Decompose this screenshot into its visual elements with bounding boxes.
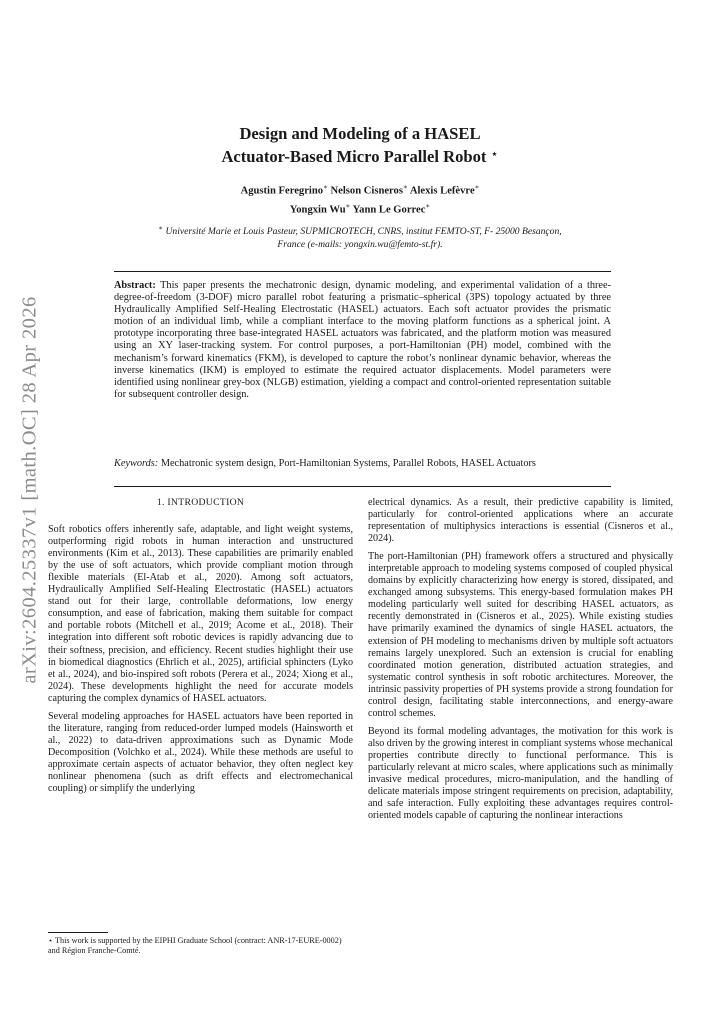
authors-line-2 [110,199,610,218]
author-mark: ∗ [425,201,431,210]
left-column [48,497,353,801]
keywords-text: Mechatronic system design, Port-Hamiltonian Systems, Parallel Robots, HASEL Actuators [160,458,536,469]
author-list [110,180,610,217]
abstract-top-rule [114,271,611,272]
title-line-2-text: Actuator-Based Micro Parallel Robot [221,147,487,166]
affiliation-mark: ∗ [158,224,164,232]
keywords [114,458,611,470]
right-column [368,497,673,828]
footnote-text: This work is supported by the EIPHI Graduate School (contract: ANR-17-EURE-0002) and Région Franche-Comté. [48,936,342,956]
abstract [114,280,611,401]
abstract-label: Abstract: [114,280,156,291]
footnote [48,936,353,957]
body-paragraph: Soft robotics offers inherently safe, adaptable, and light weight systems, outperforming rigid robots in human interaction and unstructured environments (Kim et al., 2013). These capabilities are primarily enabled by the use of soft actuators, which provide compliant motion through flexible materials (El-Atab et al., 2020). Among soft actuators, Hydraulically Amplified Self-Healing Electrostatic (HASEL) actuators stand out for their large, controllable deformations, low energy consumption, and ease of fabrication, making them suitable for compact and portable robots (Mitchell et al., 2019; Acome et al., 2018). Their integration into different soft robotic devices is rapidly advancing due to their softness, precision, and efficiency. Recent studies highlight their use in biomedical diagnostics (Ehrlich et al., 2025), artificial sphincters (Lyko et al., 2024), and bio-inspired soft robots (Perera et al., 2024; Xiong et al., 2024). These developments highlight the need for accurate models capturing the complex dynamics of HASEL actuators. [48,524,353,704]
affiliation-text: Université Marie et Louis Pasteur, SUPMICROTECH, CNRS, institut FEMTO-ST, F- 25000 Besançon, France (e-mails: yongxin.wu@femto-st.fr). [165,226,562,250]
title-line-2 [110,144,610,167]
keywords-label: Keywords: [114,458,159,469]
abstract-text: This paper presents the mechatronic design, dynamic modeling, and experimental validation of a three-degree-of-freedom (3-DOF) micro parallel robot featuring a prismatic–spherical (3PS) topology actuated by three Hydraulically Amplified Self-Healing Electrostatic (HASEL) actuators. Each soft actuator provides the prismatic motion of an individual limb, while a compliant interface to the moving platform functions as a spherical joint. A prototype incorporating three base-integrated HASEL actuators was fabricated, and the platform motion was measured using an XY laser-tracking system. For control purposes, a port-Hamiltonian (PH) model, combined with the mechanism’s forward kinematics (FKM), is developed to capture the robot’s nonlinear dynamic behavior, whereas the inverse kinematics (IKM) is employed to estimate the required actuator displacements. Model parameters were identified using nonlinear grey-box (NLGB) estimation, yielding a compact and control-oriented representation suitable for subsequent controller design. [114,280,611,400]
abstract-bottom-rule [114,486,611,487]
author-mark: ∗ [474,183,480,191]
title-line-1: Design and Modeling of a HASEL [239,124,481,143]
body-paragraph: electrical dynamics. As a result, their predictive capability is limited, particularly for control-oriented applications where an accurate representation of multiphysics interactions is essential (Cisneros et al., 2024). [368,497,673,545]
author: Nelson Cisneros [330,185,403,197]
authors-line-1 [110,180,610,199]
author: Yann Le Gorrec [352,204,426,216]
body-paragraph: Several modeling approaches for HASEL actuators have been reported in the literature, ranging from reduced-order lumped models (Hainsworth et al., 2022) to data-driven approximations such as Dynamic Mode Decomposition (Volchko et al., 2024). While these methods are useful to approximate certain aspects of actuator behavior, they often neglect key nonlinear phenomena (such as drift effects and electromechanical coupling) or simplify the underlying [48,710,353,795]
paper-title [110,124,610,167]
author: Alexis Lefèvre [409,185,475,197]
author-mark: ∗ [345,201,351,210]
body-paragraph: Beyond its formal modeling advantages, the motivation for this work is also driven by the growing interest in compliant systems whose mechanical properties contribute directly to functional performance. This is particularly relevant at micro scales, where applications such as minimally invasive medical procedures, micro-manipulation, and the handling of delicate materials impose stringent requirements on precision, adaptability, and safe interaction. Fully exploiting these advantages requires control-oriented models capable of capturing the nonlinear interactions [368,725,673,822]
arxiv-stamp [10,296,50,684]
author-mark: ∗ [402,183,408,191]
body-paragraph: The port-Hamiltonian (PH) framework offers a structured and physically interpretable approach to modeling systems composed of coupled physical domains by explicitly characterizing how energy is stored, dissipated, and exchanged among subsystems. This energy-based formulation makes PH modeling particularly well suited for describing HASEL actuators, as recently demonstrated in (Cisneros et al., 2025). While existing studies have primarily examined the dynamics of single HASEL actuators, the extension of PH modeling to mechanisms driven by multiple soft actuators remains largely unexplored. Such an extension is crucial for enabling coordinated motion generation, distributed actuation strategies, and systematic control synthesis in soft robotic architectures. Moreover, the intrinsic passivity properties of PH systems provide a strong foundation for control design, facilitating stable interconnections, and energy-aware control schemes. [368,551,673,719]
section-heading: 1. INTRODUCTION [156,497,245,508]
footnote-rule [48,932,108,933]
author-mark: ∗ [323,183,328,191]
title-footnote-mark: ⋆ [490,146,499,161]
author: Agustin Feregrino [240,185,324,197]
footnote-mark: ⋆ [48,936,54,945]
author: Yongxin Wu [289,204,346,216]
arxiv-stamp-text: arXiv:2604.25337v1 [math.OC] 28 Apr 2026 [18,296,41,684]
affiliation [150,222,570,251]
